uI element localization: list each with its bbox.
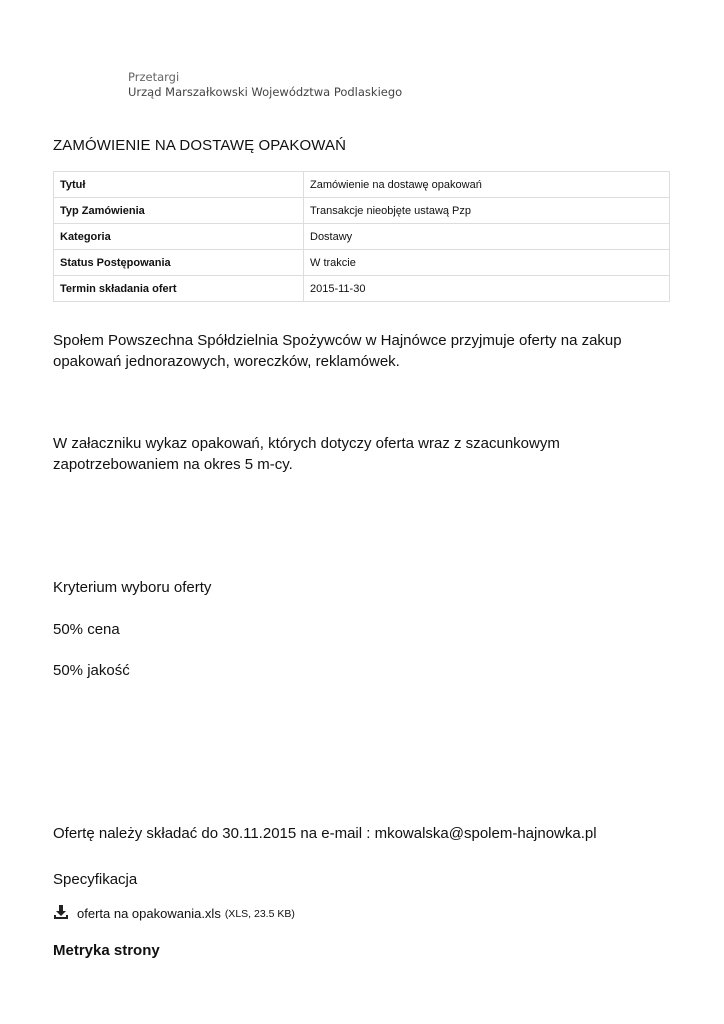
page-metrics-heading: Metryka strony <box>53 942 160 959</box>
row-value: Transakcje nieobjęte ustawą Pzp <box>304 198 670 224</box>
criteria-price: 50% cena <box>53 621 120 638</box>
table-row <box>54 276 670 302</box>
table-row <box>54 198 670 224</box>
row-label: Tytuł <box>54 172 304 198</box>
download-icon <box>53 904 69 920</box>
criteria-quality: 50% jakość <box>53 662 130 679</box>
table-row <box>54 224 670 250</box>
row-label: Typ Zamówienia <box>54 198 304 224</box>
breadcrumb[interactable]: Przetargi <box>128 70 180 84</box>
table-row <box>54 250 670 276</box>
page-header <box>128 70 402 100</box>
attachment-info: (XLS, 23.5 KB) <box>224 907 295 920</box>
intro-paragraph: Społem Powszechna Spółdzielnia Spożywców w Hajnówce przyjmuje oferty na zakup opakowań jednorazowych, woreczków, reklamówek. <box>53 332 622 370</box>
spec-heading: Specyfikacja <box>53 871 138 888</box>
institution-name: Urząd Marszałkowski Województwa Podlaskiego <box>128 85 403 99</box>
row-label: Kategoria <box>54 224 304 250</box>
attachment-filename[interactable]: oferta na opakowania.xls <box>77 906 221 921</box>
criteria-heading: Kryterium wyboru oferty <box>53 579 212 596</box>
deadline-paragraph: Ofertę należy składać do 30.11.2015 na e-mail : mkowalska@spolem-hajnowka.pl <box>53 825 597 842</box>
row-value: Dostawy <box>304 224 670 250</box>
row-value: Zamówienie na dostawę opakowań <box>304 172 670 198</box>
table-row <box>54 172 670 198</box>
attachment-link[interactable] <box>53 906 295 921</box>
row-value: 2015-11-30 <box>304 276 670 302</box>
row-label: Termin składania ofert <box>54 276 304 302</box>
row-value: W trakcie <box>304 250 670 276</box>
page-title: ZAMÓWIENIE NA DOSTAWĘ OPAKOWAŃ <box>53 137 347 154</box>
row-label: Status Postępowania <box>54 250 304 276</box>
attachment-paragraph: W załaczniku wykaz opakowań, których dotyczy oferta wraz z szacunkowym zapotrzebowaniem na okres 5 m-cy. <box>53 435 560 473</box>
tender-info-table <box>53 171 670 302</box>
